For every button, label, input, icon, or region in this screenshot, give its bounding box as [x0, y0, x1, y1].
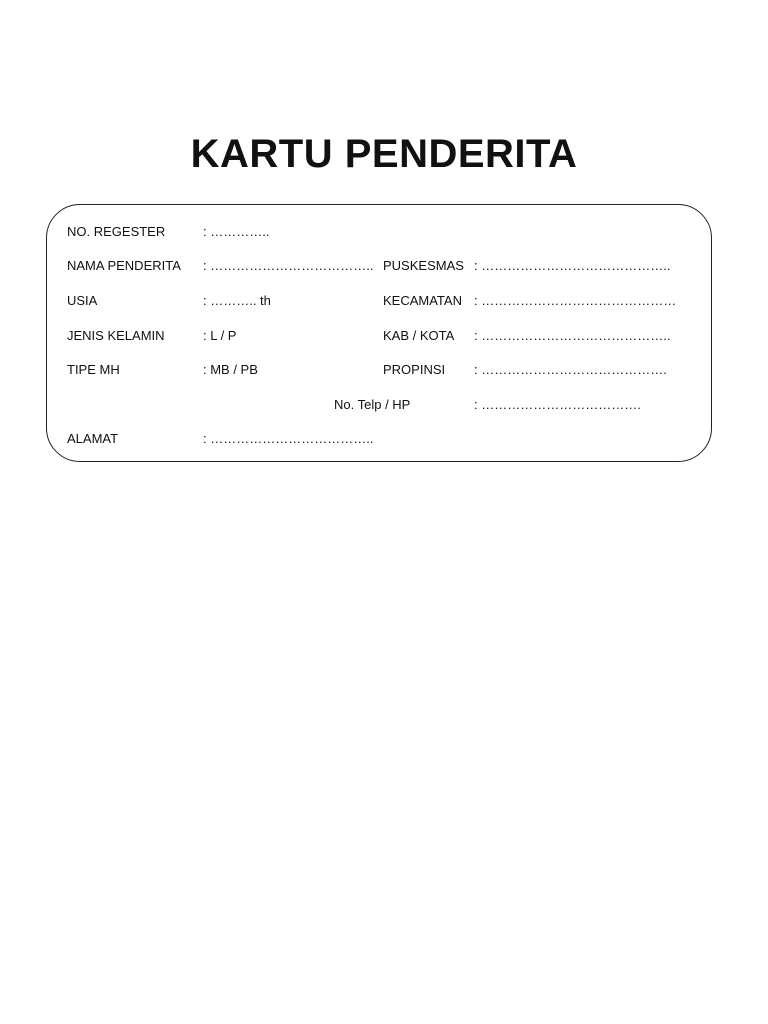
- nama-penderita-label: NAMA PENDERITA: [67, 258, 181, 273]
- tipe-mh-value: : MB / PB: [203, 362, 258, 377]
- no-regester-label: NO. REGESTER: [67, 224, 166, 239]
- jenis-kelamin-label: JENIS KELAMIN: [67, 328, 165, 343]
- no-telp-value: : ……………………………….: [474, 397, 641, 412]
- no-telp-label: No. Telp / HP: [334, 397, 411, 412]
- alamat-value: : ………………………………..: [203, 431, 374, 446]
- usia-label: USIA: [67, 293, 98, 308]
- kab-kota-label: KAB / KOTA: [383, 328, 455, 343]
- alamat-label: ALAMAT: [67, 431, 119, 446]
- nama-penderita-value: : ………………………………..: [203, 258, 374, 273]
- kecamatan-label: KECAMATAN: [383, 293, 462, 308]
- puskesmas-value: : ……………………………………..: [474, 258, 671, 273]
- no-regester-value: : …………..: [203, 224, 270, 239]
- propinsi-value: : …………………………………….: [474, 362, 667, 377]
- puskesmas-label: PUSKESMAS: [383, 258, 464, 273]
- page-title: KARTU PENDERITA: [190, 132, 578, 176]
- kab-kota-value: : ……………………………………..: [474, 328, 671, 343]
- jenis-kelamin-value: : L / P: [203, 328, 237, 343]
- tipe-mh-label: TIPE MH: [67, 362, 120, 377]
- usia-value: : ……….. th: [203, 293, 271, 308]
- propinsi-label: PROPINSI: [383, 362, 446, 377]
- kecamatan-value: : ………………………………………: [474, 293, 677, 308]
